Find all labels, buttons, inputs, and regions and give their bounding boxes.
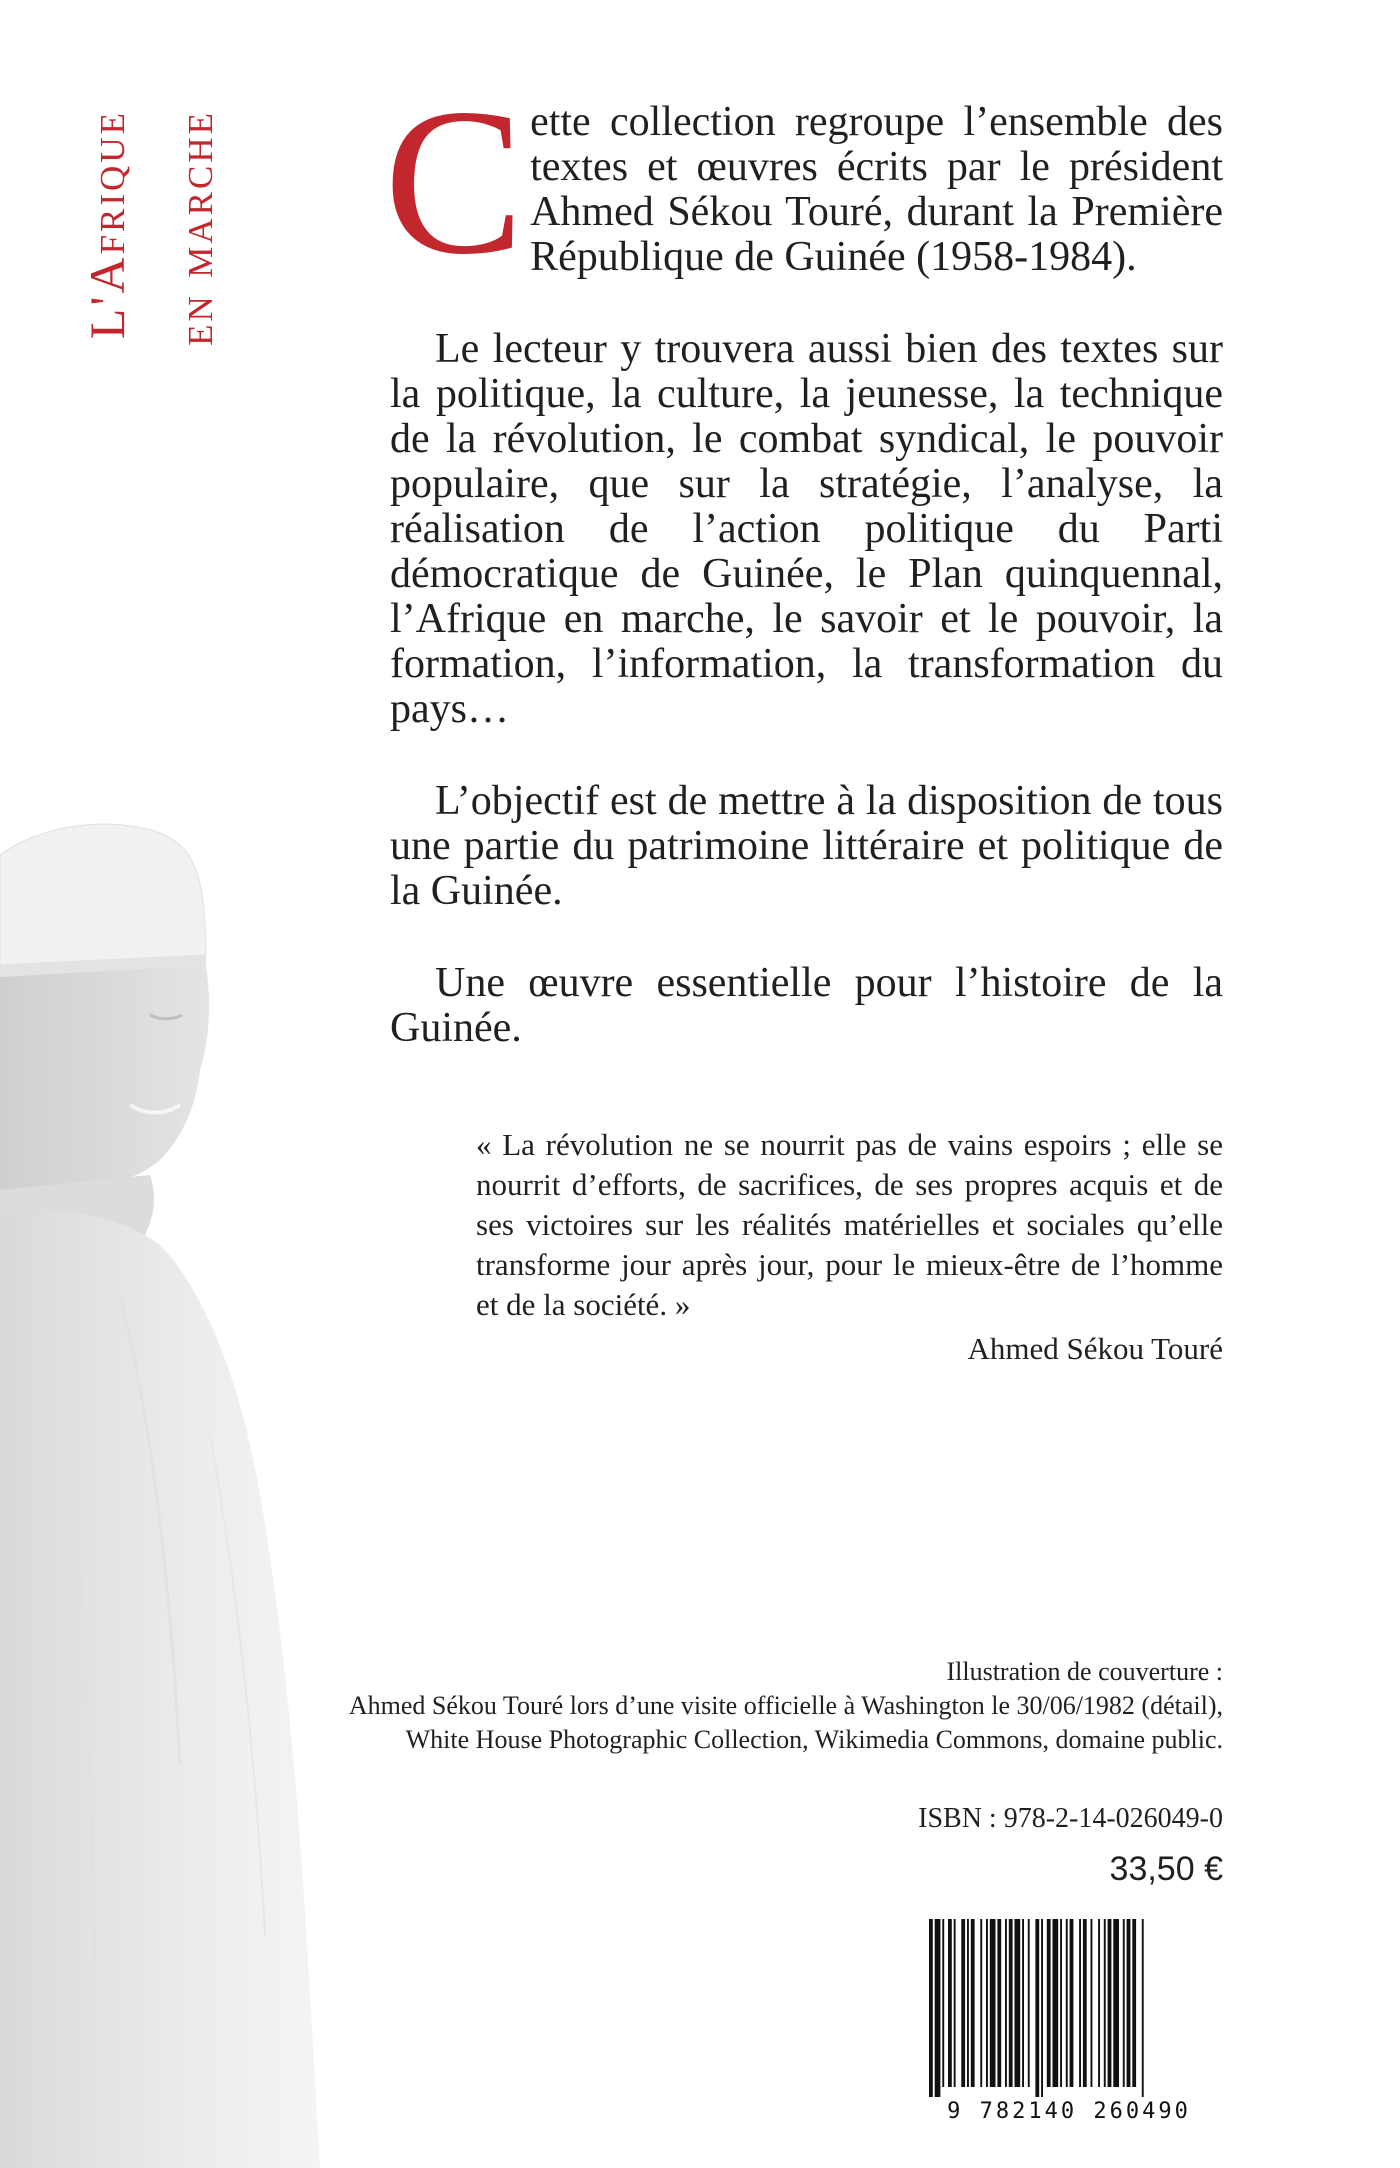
barcode-bar bbox=[1127, 1919, 1131, 2087]
blurb-paragraph-1 bbox=[384, 66, 1223, 298]
barcode-bar bbox=[961, 1919, 965, 2087]
blurb-paragraph-2: Le lecteur y trouvera aussi bien des textes sur la politique, la culture, la jeunesse, la technique de la révolution, le combat syndical, le pouvoir populaire, que sur la stratégie, l’analyse, la réalisation de l’action politique du Parti démocratique de Guinée, le Plan quinquennal, l’Afrique en marche, le savoir et le pouvoir, la formation, l’information, la transformation du pays… bbox=[390, 326, 1223, 732]
barcode-bar bbox=[1083, 1919, 1087, 2087]
spine-title-line-2: en marche bbox=[167, 110, 223, 346]
spine-title-line-1: L'Afrique bbox=[79, 110, 135, 340]
blurb-paragraph-3: L’objectif est de mettre à la disposition de tous une partie du patrimoine littéraire et politique de la Guinée. bbox=[390, 778, 1223, 914]
barcode-bar bbox=[1028, 1919, 1030, 2087]
isbn: ISBN : 978-2-14-026049-0 bbox=[918, 1803, 1223, 1834]
barcode-bar bbox=[1047, 1919, 1051, 2087]
barcode bbox=[915, 1915, 1223, 2125]
barcode-bar bbox=[1053, 1919, 1059, 2087]
barcode-bar bbox=[948, 1919, 952, 2087]
barcode-bar bbox=[1098, 1919, 1100, 2087]
spine-title bbox=[70, 110, 230, 440]
epigraph-quote bbox=[476, 1125, 1223, 1367]
barcode-bar bbox=[1108, 1919, 1112, 2087]
price: 33,50 € bbox=[1109, 1850, 1223, 1888]
barcode-bar bbox=[1060, 1919, 1062, 2087]
barcode-bar bbox=[1070, 1919, 1074, 2087]
back-cover-blurb bbox=[384, 66, 1223, 1098]
barcode-bar bbox=[1015, 1919, 1021, 2087]
barcode-bar bbox=[1132, 1919, 1136, 2087]
barcode-bar bbox=[1041, 1919, 1043, 2097]
barcode-bar bbox=[986, 1919, 988, 2087]
blurb-paragraph-1-text: ette collection regroupe l’ensemble des textes et œuvres écrits par le président Ahmed Sékou Touré, durant la Première République de Guinée (1958-1984). bbox=[530, 99, 1223, 280]
barcode-bar bbox=[1035, 1919, 1039, 2097]
barcode-digits: 9 782140 260490 bbox=[947, 2099, 1191, 2124]
barcode-bar bbox=[1079, 1919, 1081, 2087]
quote-text: « La révolution ne se nourrit pas de vains espoirs ; elle se nourrit d’efforts, de sacrifices, de ses propres acquis et de ses victoires sur les réalités matérielles et sociales qu’elle transforme jour après jour, pour le mieux-être de l’homme et de la société. » bbox=[476, 1127, 1223, 1322]
barcode-background bbox=[915, 1915, 1223, 2125]
barcode-bar bbox=[942, 1919, 944, 2087]
cover-illustration-credits bbox=[323, 1655, 1223, 1757]
barcode-bar bbox=[1113, 1919, 1119, 2087]
barcode-bar bbox=[967, 1919, 969, 2087]
barcode-bar bbox=[954, 1919, 956, 2087]
barcode-bar bbox=[929, 1919, 933, 2097]
barcode-bar bbox=[980, 1919, 982, 2087]
barcode-bar bbox=[1022, 1919, 1024, 2087]
author-portrait bbox=[0, 815, 330, 2168]
barcode-bar bbox=[971, 1919, 975, 2087]
barcode-bar bbox=[990, 1919, 996, 2087]
barcode-bar bbox=[1066, 1919, 1068, 2087]
barcode-bar bbox=[1104, 1919, 1106, 2087]
barcode-bar bbox=[1005, 1919, 1007, 2087]
blurb-paragraph-4: Une œuvre essentielle pour l’histoire de la Guinée. bbox=[390, 960, 1223, 1051]
quote-author: Ahmed Sékou Touré bbox=[967, 1331, 1223, 1366]
credits-line-2: Ahmed Sékou Touré lors d’une visite officielle à Washington le 30/06/1982 (détail), bbox=[348, 1691, 1223, 1720]
barcode-bar bbox=[935, 1919, 941, 2097]
barcode-bar bbox=[1009, 1919, 1013, 2087]
credits-line-3: White House Photographic Collection, Wikimedia Commons, domaine public. bbox=[405, 1725, 1223, 1754]
barcode-bar bbox=[1123, 1919, 1125, 2087]
credits-line-1: Illustration de couverture : bbox=[946, 1657, 1223, 1686]
drop-cap: C bbox=[384, 66, 525, 298]
barcode-bar bbox=[1091, 1919, 1093, 2087]
barcode-bar bbox=[997, 1919, 1001, 2087]
barcode-bar bbox=[1142, 1919, 1144, 2097]
